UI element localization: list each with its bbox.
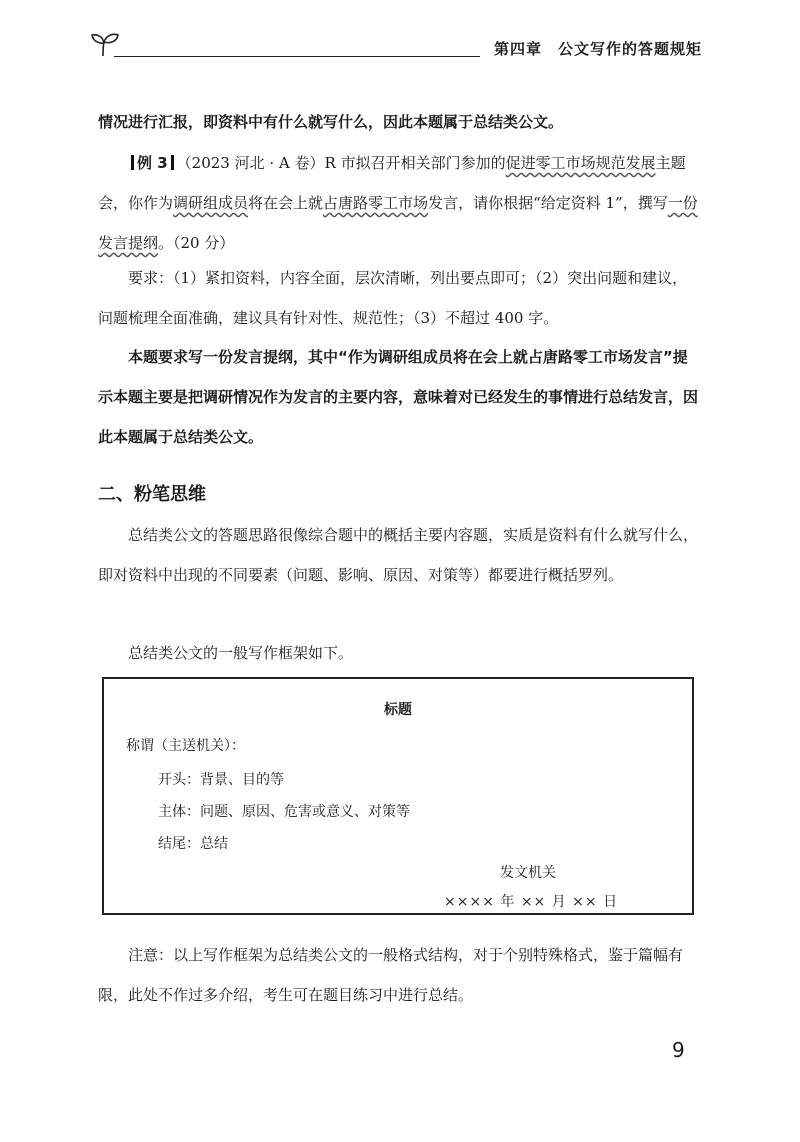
example-text-mid3: 发言，请你根据“给定资料 1”，撰写 — [428, 194, 668, 212]
example-bar-left — [131, 155, 134, 170]
chapter-title: 公文写作的答题规矩 — [557, 40, 702, 58]
example-keyword-3: 占唐路零工市场 — [323, 194, 429, 212]
example-text-post: 。（20 分） — [158, 234, 235, 252]
section-title: 二、粉笔思维 — [98, 484, 206, 505]
chapter-number: 第四章 — [493, 40, 542, 58]
example-bar-right — [171, 155, 174, 170]
example-label-text: 例 3 — [137, 154, 168, 172]
example-keyword-1: 促进零工市场规范发展 — [505, 154, 656, 172]
header-rule — [114, 56, 480, 57]
frame-issuer: 发文机关 — [500, 865, 556, 881]
frame-body: 主体：问题、原因、危害或意义、对策等 — [158, 804, 410, 820]
frame-title: 标题 — [384, 702, 412, 718]
frame-salutation: 称谓（主送机关）： — [126, 738, 245, 754]
example-paragraph — [98, 143, 698, 263]
frame-ending: 结尾：总结 — [158, 836, 228, 852]
example-text-pre: （2023 河北 · A 卷）R 市拟召开相关部门参加的 — [176, 154, 506, 172]
frame-date: ×××× 年 ×× 月 ×× 日 — [444, 894, 619, 910]
requirements-paragraph: 要求：（1）紧扣资料，内容全面，层次清晰，列出要点即可；（2）突出问题和建议，问题梳理全面准确，建议具有针对性、规范性；（3）不超过 400 字。 — [98, 269, 688, 327]
paragraph-intro: 情况进行汇报，即资料中有什么就写什么，因此本题属于总结类公文。 — [98, 113, 564, 131]
example-label — [128, 154, 177, 172]
chapter-heading — [478, 38, 702, 59]
writing-framework-box — [102, 677, 694, 915]
page-header — [90, 30, 702, 64]
example-keyword-4: 一份发言提纲 — [98, 194, 698, 252]
example-text-mid1: 主题会，你作为 — [98, 154, 686, 212]
note-paragraph: 注意：以上写作框架为总结类公文的一般格式结构，对于个别特殊格式，鉴于篇幅有限，此处不作过多介绍，考生可在题目练习中进行总结。 — [98, 946, 684, 1004]
example-text-mid2: 将在会上就 — [248, 194, 324, 212]
example-keyword-2: 调研组成员 — [173, 194, 249, 212]
analysis-paragraph: 本题要求写一份发言提纲，其中“作为调研组成员将在会上就占唐路零工市场发言”提示本题主要是把调研情况作为发言的主要内容，意味着对已经发生的事情进行总结发言，因此本题属于总结类公文。 — [98, 348, 699, 446]
section-paragraph-2: 总结类公文的一般写作框架如下。 — [128, 644, 354, 662]
section-paragraph-1: 总结类公文的答题思路很像综合题中的概括主要内容题，实质是资料有什么就写什么，即对资料中出现的不同要素（问题、影响、原因、对策等）都要进行概括罗列。 — [98, 526, 699, 584]
frame-opening: 开头：背景、目的等 — [158, 772, 284, 788]
page-number: 9 — [672, 1038, 685, 1062]
